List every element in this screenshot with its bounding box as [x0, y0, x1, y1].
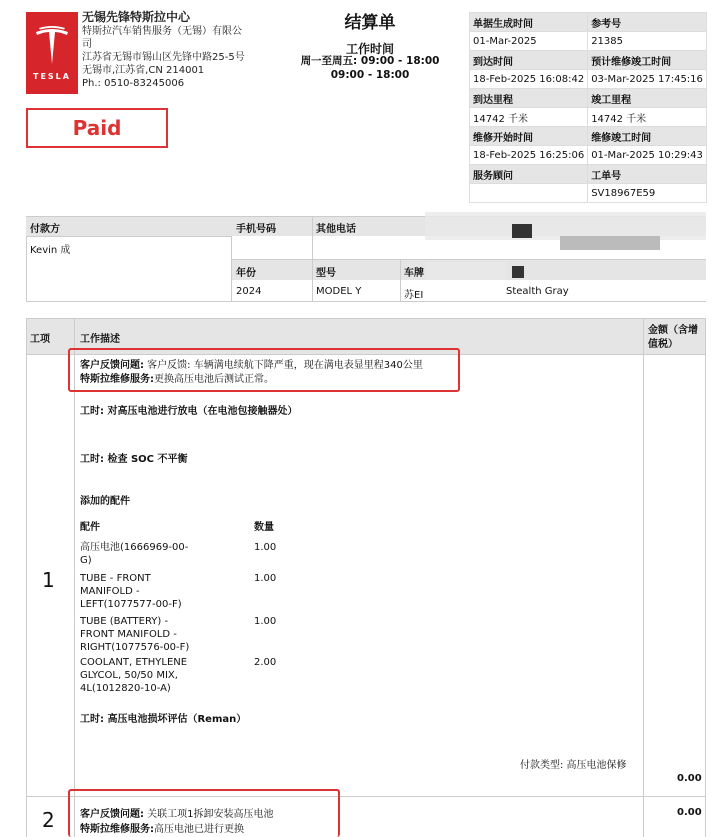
- ro-number: SV18967E59: [588, 184, 707, 203]
- arrival-time: 18-Feb-2025 16:08:42: [470, 70, 588, 89]
- part-row: [80, 656, 187, 695]
- doc-date: 01-Mar-2025: [470, 32, 588, 51]
- company-name: 无锡先锋特斯拉中心: [82, 10, 191, 24]
- ref-label: 参考号: [588, 13, 707, 32]
- phone-row: [232, 236, 706, 260]
- document-title: 结算单: [344, 13, 396, 33]
- start-label: 维修开始时间: [470, 127, 588, 146]
- ro-label: 工单号: [588, 165, 707, 184]
- planned-time: 03-Mar-2025 17:45:16: [588, 70, 707, 89]
- paid-stamp: Paid: [26, 108, 168, 148]
- divider: [312, 216, 313, 260]
- model-label: 型号: [316, 268, 336, 279]
- odo-in-label: 到达里程: [470, 89, 588, 108]
- plate: 苏EI: [404, 290, 424, 301]
- labor-line: 工时: 高压电池损坏评估（Reman）: [80, 714, 247, 725]
- end-time: 01-Mar-2025 10:29:43: [588, 146, 707, 165]
- advisor-label: 服务顾问: [470, 165, 588, 184]
- year-label: 年份: [236, 268, 256, 279]
- part-name-cont: 4L(1012820-10-A): [80, 683, 171, 694]
- qty-col: 数量: [254, 522, 274, 533]
- parts-col: 配件: [80, 522, 100, 533]
- start-time: 18-Feb-2025 16:25:06: [470, 146, 588, 165]
- part-name-cont: RIGHT(1077576-00-F): [80, 642, 190, 653]
- phone-label: 手机号码: [236, 224, 276, 235]
- part-qty: 1.00: [254, 616, 277, 627]
- pay-type: 付款类型: 高压电池保修: [520, 760, 627, 771]
- table-divider: [643, 318, 644, 837]
- feedback-line: [80, 359, 423, 372]
- address-line-1: 江苏省无锡市锡山区先锋中路25-5号: [82, 52, 245, 63]
- col-amount-cont: 值税）: [648, 339, 678, 350]
- vehicle-color: Stealth Gray: [506, 286, 569, 297]
- end-label: 维修竣工时间: [588, 127, 707, 146]
- odo-out: 14742 千米: [588, 108, 707, 127]
- service-line: [80, 373, 274, 386]
- part-name-cont: FRONT MANIFOLD -: [80, 629, 177, 640]
- feedback-label: 客户反馈问题:: [80, 809, 144, 820]
- hours-line-2: 09:00 - 18:00: [330, 69, 410, 81]
- part-name-cont: GLYCOL, 50/50 MIX,: [80, 670, 178, 681]
- order-info-table: [469, 12, 707, 203]
- part-qty: 1.00: [254, 542, 277, 553]
- col-description: 工作描述: [80, 334, 120, 345]
- item-number: 2: [42, 808, 55, 832]
- table-border-right: [705, 318, 706, 837]
- advisor: [470, 184, 588, 203]
- part-name-cont: MANIFOLD -: [80, 586, 140, 597]
- payer-label: 付款方: [30, 224, 60, 235]
- labor-line: 工时: 检查 SOC 不平衡: [80, 454, 188, 465]
- company-legal-name: 特斯拉汽车销售服务（无锡）有限公: [82, 26, 242, 37]
- part-name: TUBE (BATTERY) -: [80, 616, 169, 627]
- planned-label: 预计维修竣工时间: [588, 51, 707, 70]
- item-amount: 0.00: [677, 773, 702, 784]
- model: MODEL Y: [316, 286, 362, 297]
- part-qty: 2.00: [254, 657, 277, 668]
- arrival-label: 到达时间: [470, 51, 588, 70]
- year: 2024: [236, 286, 262, 297]
- part-row: [80, 541, 188, 567]
- col-item: 工项: [30, 334, 50, 345]
- col-amount: 金额（含增: [648, 325, 698, 336]
- divider: [400, 260, 401, 302]
- labor-line: 工时: 对高压电池进行放电（在电池包接触器处）: [80, 406, 298, 417]
- service-label: 特斯拉维修服务:: [80, 374, 154, 385]
- part-qty: 1.00: [254, 573, 277, 584]
- redaction-block: [512, 266, 524, 278]
- item-number: 1: [42, 568, 55, 592]
- odo-in: 14742 千米: [470, 108, 588, 127]
- hours-weekday: 周一至周五: 09:00 - 18:00: [300, 55, 440, 67]
- feedback-text: 关联工项1拆卸安装高压电池: [144, 809, 274, 820]
- part-name-cont: G): [80, 555, 92, 566]
- part-name: TUBE - FRONT: [80, 573, 151, 584]
- part-row: [80, 572, 182, 611]
- ref-number: 21385: [588, 32, 707, 51]
- odo-out-label: 竣工里程: [588, 89, 707, 108]
- table-border-left: [26, 318, 27, 837]
- payer-name: Kevin 成: [30, 245, 71, 256]
- company-info: [82, 10, 282, 90]
- redaction-block: [426, 262, 506, 280]
- feedback-text: 客户反馈: 车辆满电续航下降严重，现在满电表显里程340公里: [144, 360, 423, 371]
- feedback-line: [80, 808, 274, 821]
- logo-wordmark: TESLA: [33, 71, 71, 81]
- item-amount: 0.00: [677, 807, 702, 818]
- phone: Ph.: 0510-83245006: [82, 78, 185, 89]
- business-hours: [296, 54, 444, 82]
- service-text: 更换高压电池后测试正常。: [154, 374, 274, 385]
- doc-date-label: 单据生成时间: [470, 13, 588, 32]
- part-row: [80, 615, 189, 654]
- company-legal-name-cont: 司: [82, 39, 92, 50]
- hours-title: 工作时间: [345, 42, 394, 56]
- feedback-label: 客户反馈问题:: [80, 360, 144, 371]
- part-name: COOLANT, ETHYLENE: [80, 657, 188, 668]
- part-name-cont: LEFT(1077577-00-F): [80, 599, 182, 610]
- other-phone-label: 其他电话: [316, 224, 356, 235]
- service-label: 特斯拉维修服务:: [80, 824, 154, 835]
- part-name: 高压电池(1666969-00-: [80, 542, 189, 553]
- service-line: [80, 823, 244, 836]
- tesla-logo: [26, 12, 78, 94]
- table-divider: [74, 318, 75, 837]
- divider: [312, 260, 313, 302]
- service-text: 高压电池已进行更换: [154, 824, 244, 835]
- plate-label: 车牌: [404, 268, 424, 279]
- tesla-t-icon: [34, 26, 70, 66]
- address-line-2: 无锡市,江苏省,CN 214001: [82, 65, 205, 76]
- parts-title: 添加的配件: [80, 496, 130, 507]
- vehicle-values: [232, 280, 706, 302]
